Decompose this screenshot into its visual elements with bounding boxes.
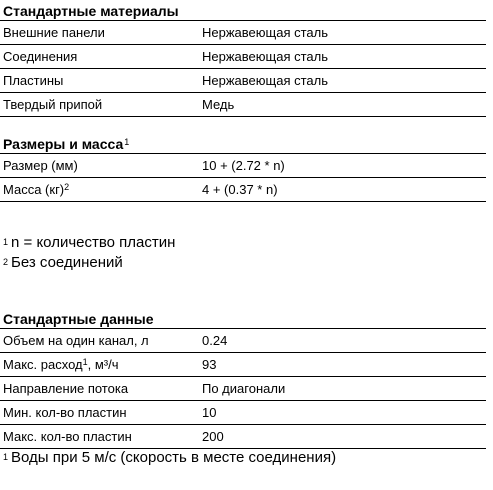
row-value: 4 + (0.37 * n): [202, 182, 278, 197]
dimensions-section: [0, 135, 486, 202]
row-label-suffix: , м³/ч: [87, 357, 119, 372]
row-value: 93: [202, 357, 217, 372]
row-label-text: Макс. расход: [3, 357, 83, 372]
row-value: Нержавеющая сталь: [202, 73, 328, 88]
footnote-marker: 1: [3, 237, 9, 247]
footnote-text: n = количество пластин: [11, 234, 176, 251]
footnote-marker: 1: [124, 137, 130, 147]
table-row: [0, 93, 486, 117]
row-label: [3, 154, 78, 177]
footnote-marker: 2: [3, 257, 9, 267]
table-row: [0, 401, 486, 425]
footnote: [3, 253, 123, 273]
table-row: [0, 425, 486, 449]
row-label-text: Мин. кол-во пластин: [3, 405, 127, 420]
row-label: [3, 329, 149, 352]
row-label: Твердый припой: [3, 97, 103, 112]
footnote: [3, 448, 336, 468]
dimensions-heading: [0, 135, 486, 154]
table-row: [0, 329, 486, 353]
footnote-text: Без соединений: [11, 254, 123, 271]
row-value: По диагонали: [202, 381, 286, 396]
row-value: 10: [202, 405, 217, 420]
row-value: Медь: [202, 97, 235, 112]
row-label: [3, 178, 69, 201]
row-label-text: Размер (мм): [3, 158, 78, 173]
table-row: [0, 69, 486, 93]
row-label: [3, 377, 128, 400]
row-label: [3, 401, 127, 424]
materials-heading-text: Стандартные материалы: [3, 3, 179, 19]
table-row: [0, 154, 486, 178]
row-value: 10 + (2.72 * n): [202, 158, 285, 173]
table-row: [0, 377, 486, 401]
materials-heading: [0, 2, 486, 21]
row-label: [3, 353, 119, 376]
footnote-marker: 1: [82, 357, 88, 367]
materials-section: [0, 2, 486, 117]
table-row: [0, 21, 486, 45]
footnote-marker: 2: [64, 182, 70, 192]
row-label-text: Масса (кг): [3, 182, 65, 197]
row-label: Внешние панели: [3, 25, 105, 40]
row-label-text: Направление потока: [3, 381, 129, 396]
table-row: [0, 178, 486, 202]
row-value: Нержавеющая сталь: [202, 25, 328, 40]
row-label: Пластины: [3, 73, 64, 88]
row-label-text: Макс. кол-во пластин: [3, 429, 132, 444]
row-label: Соединения: [3, 49, 78, 64]
footnote: [3, 233, 175, 253]
row-value: 200: [202, 429, 224, 444]
table-row: [0, 353, 486, 377]
row-label: [3, 425, 132, 448]
row-label-text: Объем на один канал, л: [3, 333, 149, 348]
footnote-text: Воды при 5 м/с (скорость в месте соединения): [11, 449, 337, 466]
standard-data-heading: [0, 310, 486, 329]
row-value: 0.24: [202, 333, 228, 348]
dimensions-heading-text: Размеры и масса: [3, 136, 124, 152]
row-value: Нержавеющая сталь: [202, 49, 328, 64]
standard-data-heading-text: Стандартные данные: [3, 311, 154, 327]
standard-data-section: [0, 310, 486, 449]
footnote-marker: 1: [3, 452, 9, 462]
table-row: [0, 45, 486, 69]
